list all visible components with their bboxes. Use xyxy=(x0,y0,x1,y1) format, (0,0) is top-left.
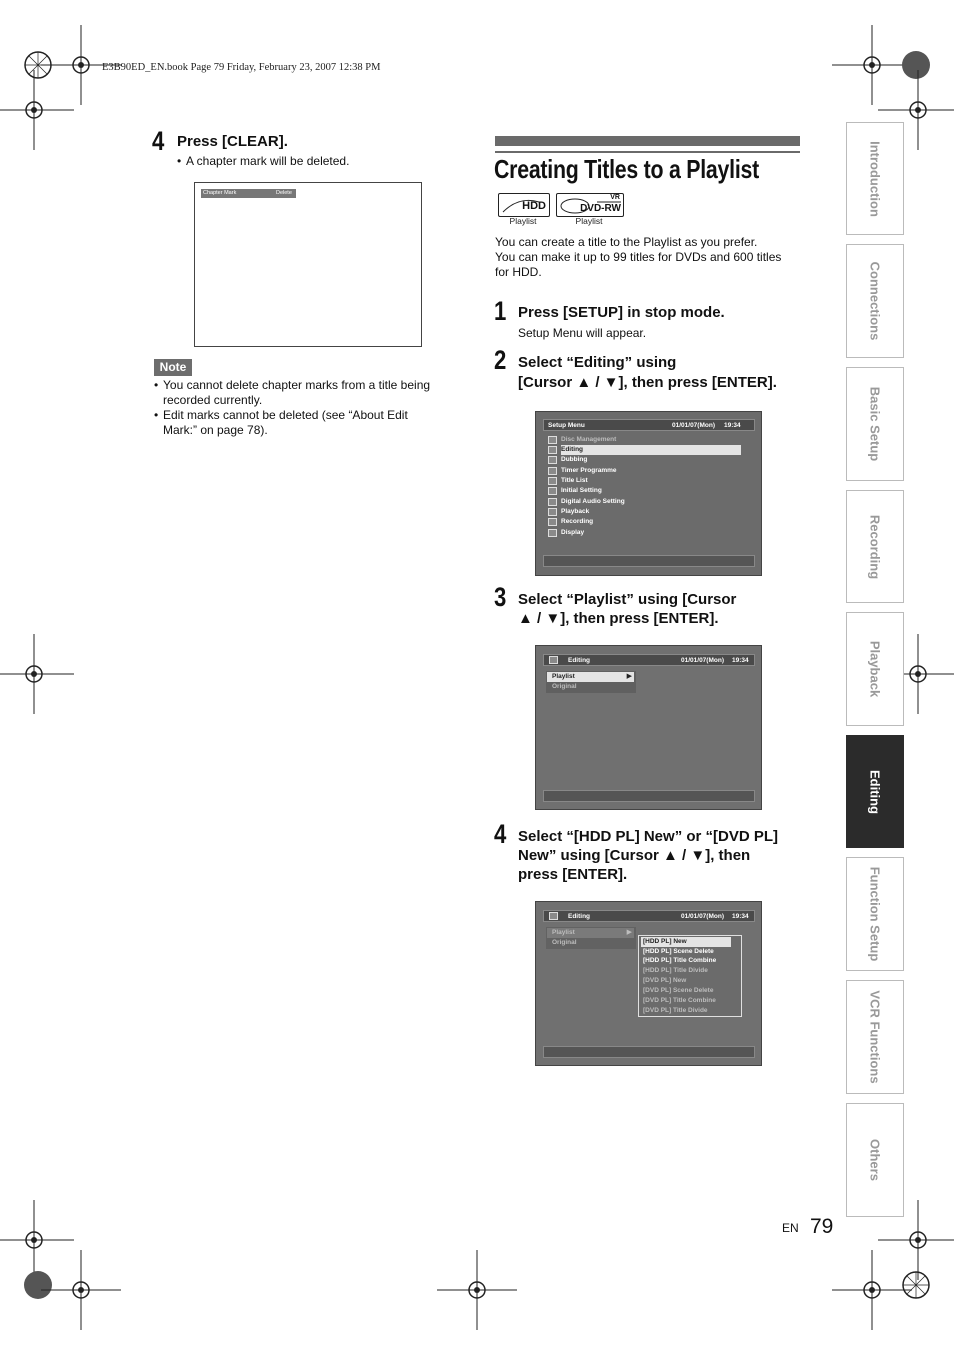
menu-item[interactable]: Recording xyxy=(561,518,594,525)
page-number: 79 xyxy=(810,1215,834,1238)
screen-footer xyxy=(543,555,755,567)
step-title: Select “Playlist” using [Cursor xyxy=(518,591,737,608)
digital-audio-icon xyxy=(548,498,557,506)
screen-title: Editing xyxy=(568,913,591,920)
screen-time: 19:34 xyxy=(732,657,749,664)
side-tab-basic-setup[interactable]: Basic Setup xyxy=(846,367,904,481)
chapter-mark-bar xyxy=(201,189,296,198)
screen-time: 19:34 xyxy=(732,913,749,920)
side-tab-editing[interactable]: Editing xyxy=(846,735,904,848)
menu-item-original[interactable]: Original xyxy=(552,683,577,690)
side-tab-connections[interactable]: Connections xyxy=(846,244,904,358)
screen-date: 01/01/07(Mon) xyxy=(681,657,724,664)
submenu-item[interactable]: [HDD PL] New xyxy=(641,937,731,947)
crosshair-mark-icon xyxy=(41,1250,121,1330)
initial-setting-icon xyxy=(548,487,557,495)
submenu-item[interactable]: [DVD PL] Title Combine xyxy=(643,997,716,1004)
submenu-item[interactable]: [DVD PL] Scene Delete xyxy=(643,987,714,994)
submenu-item[interactable]: [HDD PL] Title Divide xyxy=(643,967,708,974)
title-list-icon xyxy=(548,477,557,485)
step-title: Select “Editing” using xyxy=(518,354,677,371)
side-tab-function-setup[interactable]: Function Setup xyxy=(846,857,904,971)
submenu-item[interactable]: [HDD PL] Title Combine xyxy=(643,957,717,964)
arrow-right-icon: ▶ xyxy=(626,673,632,680)
step-title: Select “[HDD PL] New” or “[DVD PL] xyxy=(518,828,779,845)
hdd-badge-icon xyxy=(498,193,550,217)
side-tab-recording[interactable]: Recording xyxy=(846,490,904,603)
chapter-mark-label: Chapter Mark xyxy=(203,190,237,196)
crosshair-mark-icon xyxy=(437,1250,517,1330)
side-tab-vcr-functions[interactable]: VCR Functions xyxy=(846,980,904,1094)
menu-item-original[interactable]: Original xyxy=(552,939,577,946)
intro-line: You can create a title to the Playlist as you prefer. xyxy=(495,235,758,249)
title-rule xyxy=(495,136,800,146)
screen-title: Setup Menu xyxy=(548,422,585,429)
step-sub: Setup Menu will appear. xyxy=(518,326,647,340)
screen-time: 19:34 xyxy=(724,422,741,429)
step-title: Press [SETUP] in stop mode. xyxy=(518,304,725,321)
screen-header xyxy=(543,419,755,431)
screen-title: Editing xyxy=(568,657,591,664)
title-rule-thin xyxy=(495,151,800,153)
menu-item[interactable]: Disc Management xyxy=(561,436,617,443)
crosshair-mark-icon xyxy=(0,634,74,714)
menu-item[interactable]: Title List xyxy=(561,477,588,484)
screen-header xyxy=(543,654,755,666)
menu-item[interactable]: Playback xyxy=(561,508,590,515)
screen-footer xyxy=(543,790,755,802)
registration-mark-icon xyxy=(876,1245,954,1325)
step-number: 4 xyxy=(494,819,507,849)
note-item: • Edit marks cannot be deleted (see “About Edit Mark:” on page 78). xyxy=(154,408,408,437)
dubbing-icon xyxy=(548,456,557,464)
display-icon xyxy=(548,529,557,537)
menu-item-playlist[interactable]: Playlist ▶ xyxy=(547,672,634,682)
step-number: 4 xyxy=(152,126,165,156)
submenu-item[interactable]: [HDD PL] Scene Delete xyxy=(643,948,714,955)
playlist-caption: Playlist xyxy=(575,216,603,226)
playback-icon xyxy=(548,508,557,516)
submenu-item[interactable]: [DVD PL] New xyxy=(643,977,687,984)
note-badge: Note xyxy=(154,359,192,376)
arrow-right-icon: ▶ xyxy=(626,929,632,936)
section-title: Creating Titles to a Playlist xyxy=(494,154,759,184)
language-label: EN xyxy=(782,1221,799,1235)
intro-line: for HDD. xyxy=(495,265,542,279)
setup-menu-screen xyxy=(535,411,762,576)
step-number: 1 xyxy=(494,296,507,326)
step-title: Press [CLEAR]. xyxy=(177,133,288,150)
editing-icon xyxy=(549,912,558,920)
chapter-mark-screen xyxy=(194,182,422,347)
step-number: 2 xyxy=(494,345,507,375)
crosshair-mark-icon xyxy=(0,70,74,150)
vr-label: VR xyxy=(610,194,620,201)
menu-item[interactable]: Display xyxy=(561,529,585,536)
playlist-screen xyxy=(535,901,762,1066)
step-number: 3 xyxy=(494,582,507,612)
menu-item[interactable]: Timer Programme xyxy=(561,467,617,474)
editing-icon xyxy=(548,446,557,454)
disc-management-icon xyxy=(548,436,557,444)
dvd-rw-badge-icon xyxy=(556,193,624,217)
menu-item[interactable]: Digital Audio Setting xyxy=(561,498,625,505)
recording-icon xyxy=(548,518,557,526)
menu-item[interactable]: Editing xyxy=(561,445,741,455)
screen-date: 01/01/07(Mon) xyxy=(672,422,715,429)
timer-programme-icon xyxy=(548,467,557,475)
dvd-rw-badge-label: DVD-RW xyxy=(580,203,621,214)
menu-item[interactable]: Dubbing xyxy=(561,456,588,463)
file-info-header: E3B90ED_EN.book Page 79 Friday, February 23, 2007 12:38 PM xyxy=(102,62,381,73)
step-title: ▲ / ▼], then press [ENTER]. xyxy=(518,610,719,627)
playlist-caption: Playlist xyxy=(509,216,537,226)
menu-item-playlist[interactable]: Playlist ▶ xyxy=(547,928,634,938)
screen-header xyxy=(543,910,755,922)
intro-line: You can make it up to 99 titles for DVDs and 600 titles xyxy=(495,250,782,264)
editing-screen xyxy=(535,645,762,810)
screen-footer xyxy=(543,1046,755,1058)
screen-date: 01/01/07(Mon) xyxy=(681,913,724,920)
submenu-item[interactable]: [DVD PL] Title Divide xyxy=(643,1007,708,1014)
delete-label: Delete xyxy=(276,190,292,196)
editing-icon xyxy=(549,656,558,664)
step-title: [Cursor ▲ / ▼], then press [ENTER]. xyxy=(518,374,777,391)
note-item: • You cannot delete chapter marks from a title being recorded currently. xyxy=(154,378,431,407)
side-tab-others[interactable]: Others xyxy=(846,1103,904,1217)
hdd-badge-label: HDD xyxy=(522,200,546,212)
step-bullet: • A chapter mark will be deleted. xyxy=(177,154,350,168)
step-title: New” using [Cursor ▲ / ▼], then xyxy=(518,847,751,864)
side-tab-playback[interactable]: Playback xyxy=(846,612,904,726)
step-title: press [ENTER]. xyxy=(518,866,628,883)
menu-item[interactable]: Initial Setting xyxy=(561,487,602,494)
side-tab-introduction[interactable]: Introduction xyxy=(846,122,904,235)
